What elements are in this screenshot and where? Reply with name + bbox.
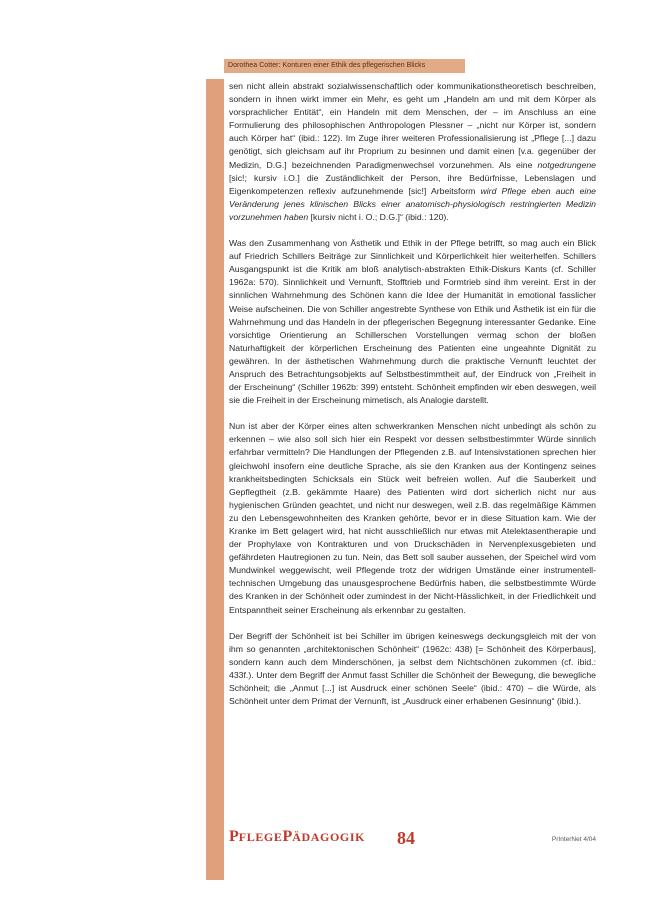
journal-brand: PFLEGEPÄDAGOGIK	[229, 828, 366, 845]
page-number: 84	[397, 828, 415, 848]
italic-term: notgedrungene	[537, 159, 596, 170]
paragraph-2: Was den Zusammenhang von Ästhetik und Ethik in der Pflege betrifft, so mag auch ein Blick auf Friedrich Schillers Beiträge zur Sinnlichkeit und Körperlichkeit hier weiterhelfen. Schillers Ausgangspunkt ist die Kritik am bloß analytisch-abstrakten Ethik-Diskurs Kants (cf. Schiller 1962a: 570). Sinnlichkeit und Vernunft, Stofftrieb und Formtrieb sind ihm vereint. Erst in der sinnlichen Wahrnehmung des Schönen kann die Idee der Humanität in emotional fasslicher Weise aufscheinen. Die von Schiller angestrebte Synthese von Ethik und Ästhetik ist ein für die Wahrnehmung und das Handeln in der pflegerischen Begegnung interessanter Gedanke. Eine vorsichtige Orientierung an Schillerschen Vorstellungen vermag schon der bloßen Naturhaftigkeit der körperlichen Erscheinung des Patienten eine ungeahnte Dignität zu gewähren. In der ästhetischen Wahrnehmung durch die praktische Vernunft leuchtet der Anspruch des Betrachtungsobjekts auf Selbstbestimmtheit auf, der Eindruck von „Freiheit in der Erscheinung“ (Schiller 1962b: 399) entsteht. Schönheit empfinden wir eben deswegen, weil sie die Freiheit in der Erscheinung mimetisch, als Analogie darstellt.	[229, 238, 596, 406]
running-header: Dorothea Cotter: Konturen einer Ethik des pflegerischen Blicks	[228, 62, 426, 69]
paragraph-1: sen nicht allein abstrakt sozialwissenschaftlich oder kommunikationstheoretisch beschreiben, sondern in ihnen wirkt immer ein Mehr, es geht um „Handeln am und mit dem Körper als vorsprachlicher Entität“, ein Handeln mit dem Menschen, der – im Anschluss an eine Formulierung des philosophischen Anthropologen Plessner – „nicht nur Körper ist, sondern auch Körper hat“ (ibid.: 122). Im Zuge ihrer weiteren Professionalisierung ist „Pflege [...] dazu genötigt, sich gleichsam auf ihr Proprium zu besinnen und damit einen [v.a. gegenüber der Medizin, D.G.] bezeichnenden Paradigmenwechsel vorzunehmen. Als eine notgedrungene [sic!; kursiv i.O.] die Zuständlichkeit der Person, ihre Bedürfnisse, Lebenslagen und Eigenkompetenzen reflexiv aufzunehmende [sic!] Arbeitsform wird Pflege eben auch eine Veränderung jenes klinischen Blicks einer anatomisch-physiologisch restringierten Medizin vorzunehmen haben [kursiv nicht i. O.; D.G.]“ (ibid.: 120).	[229, 81, 596, 222]
paragraph-4: Der Begriff der Schönheit ist bei Schiller im übrigen keineswegs deckungsgleich mit der von ihm so genannten „architektonischen Schönheit“ (1962c: 438) [= Schönheit des Körperbaus], sondern kann auch dem Minderschönen, ja selbst dem Nichtschönen zukommen (cf. ibid.: 433f.). Unter dem Begriff der Anmut fasst Schiller die Schönheit der Bewegung, die bewegliche Schönheit; die „Anmut [...] ist Ausdruck einer schönen Seele“ (ibid.: 470) – die Würde, als Schönheit unter dem Primat der Vernunft, ist „Ausdruck einer erhabenen Gesinnung“ (ibid.).	[229, 630, 596, 707]
paragraph-3: Nun ist aber der Körper eines alten schwerkranken Menschen nicht unbedingt als schön zu erkennen – wie also soll sich hier ein Respekt vor dessen selbstbestimmter Würde sinnlich erfahrbar vermitteln? Die Handlungen der Pflegenden z.B. auf Intensivstationen sprechen hier gleichwohl insofern eine deutliche Sprache, als sie den Kranken aus der Kontingenz seines krankheitsbedingten Schicksals ein Stück weit befreien wollen. Auf die Sauberkeit und Gepflegtheit (z.B. gekämmte Haare) des Patienten wird dort sicherlich nicht nur aus hygienischen Gründen geachtet, und nicht nur deswegen, weil z.B. das regelmäßige Kämmen zu den Lebensgewohnheiten des Kranken gehörte, bevor er in diese Situation kam. Wie der Kranke im Bett gelagert wird, hat nicht ausschließlich nur etwas mit Atelektasentherapie und der Prophylaxe von Kontrakturen und von Druckschäden in Nervenplexusgebieten und gefährdeten Hautregionen zu tun. Nein, das Bett soll sauber aussehen, der Speichel wird vom Mundwinkel weggewischt, weil Pflegende trotz der widrigen Umstände einer instrumentell-technischen Umgebung das unausgesprochene Bedürfnis haben, die selbstbestimmte Würde des Kranken in der Schönheit oder zumindest in der Nicht-Hässlichkeit, in der Friedlichkeit und Entspanntheit seiner Erscheinung als erkennbar zu gestalten.	[229, 421, 596, 615]
page-margin-stripe	[206, 79, 224, 880]
article-body	[229, 80, 596, 708]
issue-label: PrInterNet 4/04	[551, 836, 596, 843]
italic-quote: wird Pflege eben auch eine Veränderung jenes klinischen Blicks einer anatomisch-physiologisch restringierten Medizin vorzunehmen haben	[229, 185, 596, 222]
